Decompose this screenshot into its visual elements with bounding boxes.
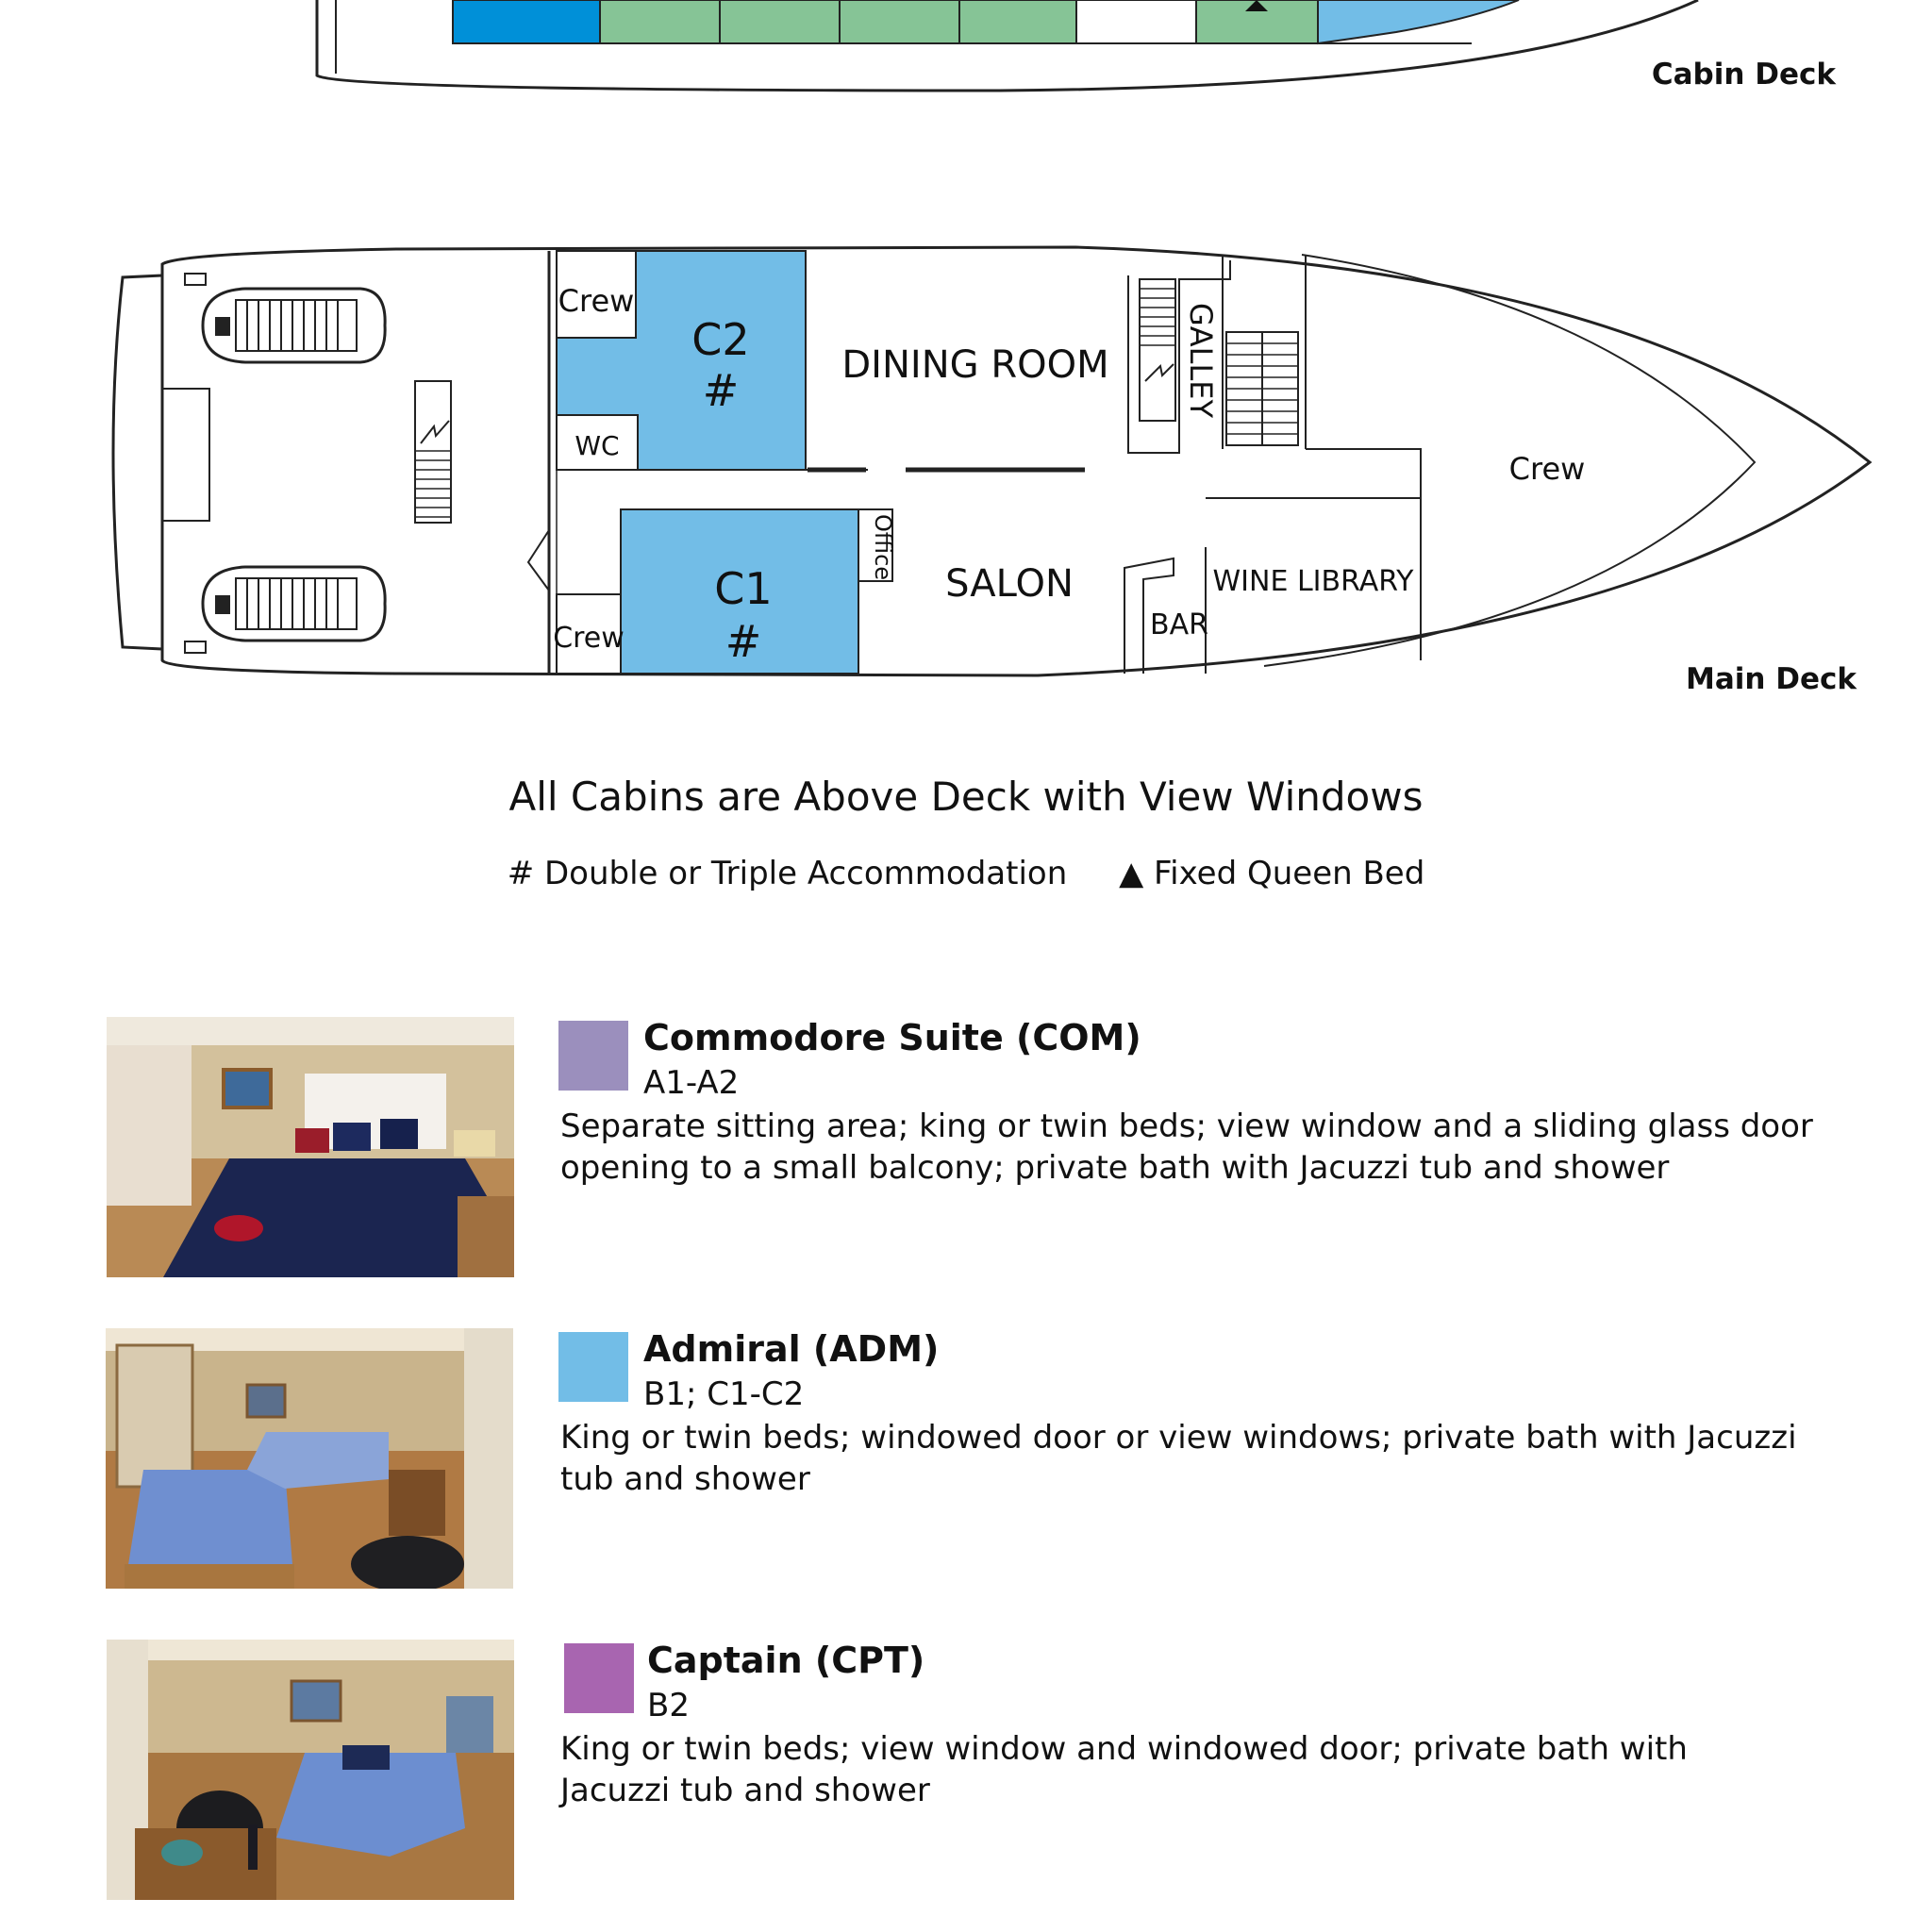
admiral-codes: B1; C1-C2 [643, 1375, 805, 1413]
main-deck-label: Main Deck [1685, 662, 1857, 696]
galley-label: GALLEY [1183, 302, 1219, 419]
wine-library-label: WINE LIBRARY [1212, 565, 1414, 598]
cabin-green-3 [840, 0, 959, 43]
cabin-deck [317, 0, 1837, 92]
queen-bed-icon: ▲ [1119, 855, 1144, 892]
forward-crew-wall [1306, 449, 1421, 660]
crew-label-bottom: Crew [553, 622, 625, 655]
commodore-title: Commodore Suite (COM) [643, 1017, 1141, 1058]
commodore-codes: A1-A2 [643, 1064, 740, 1102]
crew-label-bow: Crew [1508, 451, 1586, 487]
captain-title: Captain (CPT) [647, 1640, 925, 1681]
office-label: Office [870, 513, 896, 581]
dining-room-label: DINING ROOM [841, 343, 1109, 387]
admiral-color-swatch [558, 1332, 628, 1402]
cabin-category-commodore [0, 1017, 1932, 1281]
c2-mark: # [702, 365, 740, 416]
queen-text: Fixed Queen Bed [1154, 855, 1425, 892]
legend-double [508, 855, 1077, 892]
admiral-photo [106, 1328, 513, 1589]
cabin-light-blue [1318, 0, 1519, 43]
admiral-description: King or twin beds; windowed door or view windows; private bath with Jacuzzi tub and shower [560, 1419, 1797, 1498]
stern-transom [113, 275, 162, 649]
c1-label: C1 [714, 563, 773, 614]
commodore-color-swatch [558, 1021, 628, 1091]
legend-queen [1119, 855, 1424, 892]
cabin-green-2 [720, 0, 840, 43]
main-deck-hull [162, 247, 1870, 675]
wc-label: WC [575, 430, 620, 461]
c1-mark: # [724, 616, 762, 667]
commodore-description: Separate sitting area; king or twin beds; view window and a sliding glass door opening to a small balcony; private bath with Jacuzzi tub and shower [560, 1108, 1813, 1187]
admiral-title: Admiral (ADM) [643, 1328, 940, 1370]
cleat-bottom [185, 641, 206, 653]
captain-color-swatch [564, 1643, 634, 1713]
cabin-green-1 [600, 0, 720, 43]
cabin-white [1076, 0, 1196, 43]
cabin-a-deep-blue [453, 0, 600, 43]
stern-platform [162, 389, 209, 521]
main-deck [113, 247, 1870, 696]
cabin-category-admiral [0, 1328, 1932, 1592]
cleat-top [185, 274, 206, 285]
headline: All Cabins are Above Deck with View Windows [508, 774, 1424, 820]
aft-stairs [415, 381, 451, 523]
cabin-deck-label: Cabin Deck [1651, 58, 1836, 92]
commodore-photo [107, 1017, 514, 1277]
c2-label: C2 [691, 314, 750, 365]
legend [0, 855, 1932, 892]
captain-codes: B2 [647, 1687, 690, 1724]
captain-description: King or twin beds; view window and windowed door; private bath with Jacuzzi tub and shower [560, 1730, 1688, 1809]
forward-stairs [1223, 255, 1306, 449]
cabin-category-captain [0, 1640, 1932, 1904]
salon-label: SALON [945, 562, 1074, 606]
double-text: Double or Triple Accommodation [544, 855, 1068, 892]
double-symbol: # [507, 855, 535, 892]
cabin-green-4 [959, 0, 1076, 43]
bar-label: BAR [1150, 608, 1208, 641]
tender-bottom [203, 567, 385, 641]
captain-photo [107, 1640, 514, 1900]
crew-label-top: Crew [558, 283, 635, 319]
deck-plan [0, 0, 1932, 906]
tender-top [203, 289, 385, 362]
aft-door [528, 530, 549, 591]
